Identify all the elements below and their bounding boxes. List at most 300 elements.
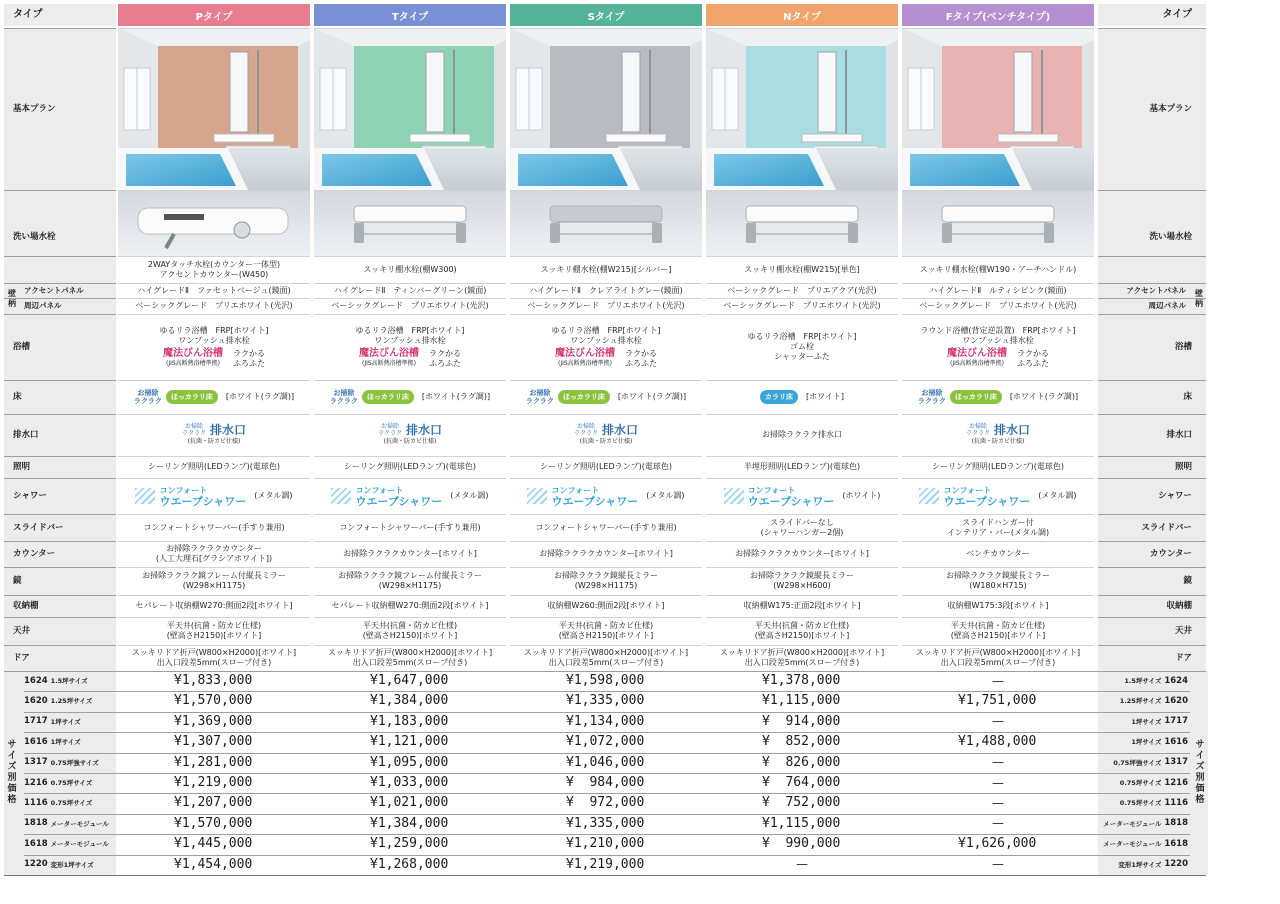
price-cell: ¥1,626,000: [958, 836, 1037, 852]
price-cell: ¥1,598,000: [566, 673, 645, 688]
faucet-photo: [118, 190, 310, 256]
lighting-spec: シーリング照明(LEDランプ)(電球色): [540, 462, 672, 471]
grid-line: [1098, 28, 1206, 29]
size-code: 1317: [24, 757, 48, 768]
price-cell: ¥1,115,000: [762, 815, 841, 831]
bathtub-spec: ラウンド浴槽(背定逆設置) FRP[ホワイト] ワンプッシュ排水栓: [920, 325, 1076, 345]
price-cell: —: [992, 714, 1004, 729]
grid-line: [1098, 514, 1206, 515]
grid-line: [902, 298, 1094, 299]
price-cell: ¥1,307,000: [174, 734, 253, 750]
column-header: Tタイプ: [314, 4, 506, 26]
price-cell: ¥1,134,000: [566, 713, 645, 729]
mirror-spec: お掃除ラクラク鏡縦長ミラー (W298×H1175): [554, 571, 658, 590]
drain-sub: (抗菌・防カビ仕様): [383, 438, 437, 445]
price-cell: ¥ 990,000: [762, 836, 841, 852]
size-code: 1818: [24, 818, 48, 829]
floor-badge: ほっカラリ床: [362, 390, 414, 404]
counter-spec: お掃除ラクラクカウンター[ホワイト]: [539, 549, 673, 558]
grid-line: [24, 753, 1190, 754]
size-code: 1618: [1164, 838, 1188, 849]
mahou-bathtub-logo: 魔法びん浴槽: [947, 347, 1007, 359]
size-label-left: [24, 712, 114, 731]
grid-line: [314, 541, 506, 542]
grid-line: [4, 478, 116, 479]
price-cell: ¥1,751,000: [958, 693, 1037, 709]
shower-wave-icon: [331, 488, 351, 504]
shower-cell: [510, 478, 702, 514]
floor-badge: ほっカラリ床: [950, 390, 1002, 404]
size-code: 1220: [1164, 859, 1188, 870]
price-cell: —: [992, 857, 1004, 872]
counter-spec: お掃除ラクラクカウンター (人工大理石[グラシアホワイト]): [155, 544, 273, 563]
faucet-spec: 2WAYタッチ水栓(カウンター一体型) アクセントカウンター(W450): [147, 259, 281, 279]
bathroom-photo: [902, 28, 1094, 190]
price-cell: —: [992, 755, 1004, 770]
size-desc: メーターモジュール: [1103, 840, 1162, 849]
shower-logo-top: コンフォート: [159, 486, 208, 495]
size-label-left: [24, 691, 114, 710]
bathtub-spec: ゆるリラ浴槽 FRP[ホワイト] ワンプッシュ排水栓: [551, 325, 661, 345]
grid-line: [706, 380, 898, 381]
size-code: 1317: [1164, 757, 1188, 768]
grid-line: [706, 256, 898, 257]
size-code: 1220: [24, 859, 48, 870]
grid-line: [510, 190, 702, 191]
shower-finish: (メタル調): [646, 491, 685, 500]
drain-logo: 排水口: [602, 423, 639, 437]
size-code: 1616: [1164, 736, 1188, 747]
size-desc: 1.25坪サイズ: [50, 697, 93, 706]
floor-badge: ほっカラリ床: [558, 390, 610, 404]
floor-logo: お掃除 ラクラク: [525, 389, 554, 405]
grid-line: [510, 28, 702, 29]
price-group-label: サ イ ズ 別 価 格: [1195, 740, 1205, 805]
grid-line: [4, 190, 116, 191]
grid-line: [118, 190, 310, 191]
price-group-label: サ イ ズ 別 価 格: [7, 740, 17, 805]
row-label-plan: 基本プラン: [4, 28, 116, 190]
row-label-faucet: 洗い場水栓: [4, 190, 116, 283]
shower-logo-top: コンフォート: [943, 486, 992, 495]
door-spec: スッキリドア折戸(W800×H2000)[ホワイト] 出入口段差5mm(スロープ付き): [915, 648, 1081, 667]
shower-wave-icon: [919, 488, 939, 504]
price-cell: —: [992, 673, 1004, 688]
grid-line: [510, 380, 702, 381]
bathtub-cell: [510, 314, 702, 380]
price-cell: —: [992, 795, 1004, 810]
shower-wave-icon: [527, 488, 547, 504]
grid-line: [118, 645, 310, 646]
shower-cell: [118, 478, 310, 514]
floor-cell: [510, 380, 702, 414]
row-label-slidebar: スライドバー: [4, 514, 116, 541]
drain-spec: お掃除ラクラク排水口: [762, 430, 842, 439]
grid-line: [314, 256, 506, 257]
shelf-spec: セパレート収納棚W270:側面2段[ホワイト]: [135, 601, 293, 610]
grid-line: [902, 456, 1094, 457]
size-label-left: [24, 671, 114, 690]
size-desc: 変形1坪サイズ: [50, 860, 94, 869]
size-label-right: [1098, 793, 1188, 812]
price-cell: ¥1,259,000: [370, 836, 449, 852]
size-code: 1624: [1164, 675, 1188, 686]
grid-line: [706, 414, 898, 415]
price-cell: ¥1,570,000: [174, 815, 253, 831]
bathtub-logos: [555, 349, 657, 369]
price-cell: ¥ 972,000: [566, 795, 645, 811]
size-label-left: [24, 814, 114, 833]
grid-line: [24, 855, 1190, 856]
grid-line: [4, 456, 116, 457]
row-label-mirror: 鏡: [1098, 567, 1206, 595]
faucet-photo: [902, 190, 1094, 256]
grid-line: [902, 478, 1094, 479]
grid-line: [510, 541, 702, 542]
grid-line: [118, 567, 310, 568]
grid-line: [902, 414, 1094, 415]
size-code: 1624: [24, 675, 48, 686]
size-label-left: [24, 773, 114, 792]
size-code: 1116: [1164, 797, 1188, 808]
grid-line: [706, 514, 898, 515]
row-label-drain: 排水口: [1098, 414, 1206, 456]
shower-logo-top: コンフォート: [355, 486, 404, 495]
price-cell: ¥1,384,000: [370, 693, 449, 709]
grid-line: [314, 283, 506, 284]
lighting-spec: 半埋形照明(LEDランプ)(電球色): [743, 462, 861, 471]
grid-line: [510, 617, 702, 618]
accent-panel-spec: ベーシックグレード プリエアクア(光沢): [727, 285, 877, 295]
mahou-bathtub-sub: (JIS高断熱浴槽準拠): [557, 359, 613, 367]
drain-logo-small: お掃除 ラクラク: [573, 423, 598, 437]
price-cell: ¥1,219,000: [174, 775, 253, 790]
shower-finish: (ホワイト): [842, 491, 881, 500]
shower-cell: [314, 478, 506, 514]
column-header: Nタイプ: [706, 4, 898, 26]
size-label-left: [24, 834, 114, 853]
side-panel-spec: ベーシックグレード プリエホワイト(光沢): [919, 301, 1077, 310]
slidebar-spec: スライドバーなし (シャワーハンガー2個): [760, 517, 844, 537]
price-cell: ¥1,219,000: [566, 856, 645, 872]
mahou-logo: [359, 349, 419, 369]
price-cell: ¥1,095,000: [370, 754, 449, 770]
size-code: 1818: [1164, 818, 1188, 829]
bathroom-photo: [706, 28, 898, 190]
shower-logo: [551, 485, 638, 507]
size-desc: 1.5坪サイズ: [50, 677, 88, 685]
grid-line: [902, 190, 1094, 191]
grid-line: [24, 712, 1190, 713]
slidebar-spec: コンフォートシャワーバー(手すり兼用): [535, 522, 677, 532]
grid-line: [24, 671, 1190, 672]
side-panel-spec: ベーシックグレード プリエホワイト(光沢): [723, 301, 881, 310]
price-cell: ¥1,268,000: [370, 856, 449, 872]
price-cell: ¥1,570,000: [174, 693, 253, 709]
lid-label: ラクかる ふろふた: [1017, 348, 1049, 368]
floor-cell: [314, 380, 506, 414]
drain-logo: 排水口: [210, 423, 247, 437]
grid-line: [4, 595, 116, 596]
grid-line: [314, 414, 506, 415]
grid-line: [510, 567, 702, 568]
ceiling-spec: 平天井(抗菌・防カビ仕様) (壁高さH2150)[ホワイト]: [754, 621, 850, 640]
price-cell: —: [992, 816, 1004, 831]
grid-line: [118, 478, 310, 479]
grid-line: [1098, 478, 1206, 479]
grid-line: [706, 298, 898, 299]
ceiling-spec: 平天井(抗菌・防カビ仕様) (壁高さH2150)[ホワイト]: [166, 621, 262, 640]
floor-badge: カラリ床: [760, 390, 798, 404]
price-cell: ¥1,033,000: [370, 775, 449, 790]
column-header: Sタイプ: [510, 4, 702, 26]
bathtub-spec: ゆるリラ浴槽 FRP[ホワイト] ゴム栓 シャッターふた: [747, 332, 857, 361]
grid-line: [4, 617, 116, 618]
shower-logo-main: ウエーブシャワー: [943, 495, 1031, 508]
grid-line: [902, 595, 1094, 596]
lighting-spec: シーリング照明(LEDランプ)(電球色): [148, 462, 280, 471]
grid-line: [1098, 456, 1206, 457]
ceiling-spec: 平天井(抗菌・防カビ仕様) (壁高さH2150)[ホワイト]: [362, 621, 458, 640]
bathtub-cell: [902, 314, 1094, 380]
row-label-drain: 排水口: [4, 414, 116, 456]
grid-line: [4, 256, 116, 257]
grid-line: [4, 28, 116, 29]
shower-finish: (メタル調): [1038, 491, 1077, 500]
drain-logos: [378, 423, 442, 437]
grid-line: [706, 645, 898, 646]
grid-line: [510, 283, 702, 284]
price-cell: ¥1,207,000: [174, 795, 253, 811]
size-code: 1116: [24, 797, 48, 808]
lighting-spec: シーリング照明(LEDランプ)(電球色): [344, 462, 476, 471]
slidebar-spec: スライドハンガー付 インテリア・バー(メタル調): [946, 517, 1050, 537]
shower-logo: [159, 485, 246, 507]
grid-line: [4, 298, 116, 299]
mahou-logo: [555, 349, 615, 369]
price-cell: ¥ 914,000: [762, 713, 841, 729]
grid-line: [118, 456, 310, 457]
grid-line: [510, 456, 702, 457]
grid-line: [1098, 298, 1206, 299]
wall-group-label: 壁 柄: [1195, 288, 1203, 308]
shelf-spec: 収納棚W260:側面2段[ホワイト]: [547, 601, 665, 610]
size-label-right: [1098, 753, 1188, 772]
grid-line: [314, 478, 506, 479]
price-cell: ¥1,369,000: [174, 713, 253, 729]
grid-line: [510, 645, 702, 646]
floor-color: [ホワイト(ラグ調)]: [1009, 392, 1079, 401]
floor-badge: ほっカラリ床: [166, 390, 218, 404]
grid-line: [118, 380, 310, 381]
grid-line: [706, 595, 898, 596]
shower-logo-main: ウエーブシャワー: [551, 495, 639, 508]
size-code: 1618: [24, 838, 48, 849]
floor-color: [ホワイト]: [805, 392, 844, 401]
price-cell: ¥1,021,000: [370, 795, 449, 811]
floor-logo: お掃除 ラクラク: [329, 389, 358, 405]
faucet-photo: [314, 190, 506, 256]
size-desc: 1.5坪サイズ: [1124, 677, 1162, 685]
floor-logo: お掃除 ラクラク: [133, 389, 162, 405]
price-cell: ¥1,335,000: [566, 815, 645, 831]
drain-sub: (抗菌・防カビ仕様): [971, 438, 1025, 445]
shower-logo-top: コンフォート: [747, 486, 796, 495]
size-code: 1216: [24, 777, 48, 788]
bathtub-spec: ゆるリラ浴槽 FRP[ホワイト] ワンプッシュ排水栓: [159, 325, 269, 345]
grid-line: [4, 414, 116, 415]
slidebar-spec: コンフォートシャワーバー(手すり兼用): [339, 522, 481, 532]
header-label-right: タイプ: [1098, 4, 1206, 26]
drain-sub: (抗菌・防カビ仕様): [187, 438, 241, 445]
drain-sub: (抗菌・防カビ仕様): [579, 438, 633, 445]
accent-panel-label: アクセントパネル: [24, 285, 84, 295]
grid-line: [1098, 283, 1206, 284]
mahou-logo: [163, 349, 223, 369]
grid-line: [314, 617, 506, 618]
grid-line: [314, 314, 506, 315]
size-code: 1620: [1164, 695, 1188, 706]
floor-color: [ホワイト(ラグ調)]: [421, 392, 491, 401]
grid-line: [510, 514, 702, 515]
grid-line: [24, 691, 1190, 692]
drain-cell: [510, 414, 702, 456]
side-panel-spec: ベーシックグレード プリエホワイト(光沢): [135, 301, 293, 310]
price-cell: ¥1,833,000: [174, 673, 253, 688]
price-cell: ¥ 826,000: [762, 754, 841, 770]
faucet-spec: スッキリ棚水栓(棚W300): [363, 264, 457, 274]
price-cell: ¥ 984,000: [566, 775, 645, 790]
row-label-ceiling: 天井: [1098, 617, 1206, 645]
shower-logo-top: コンフォート: [551, 486, 600, 495]
shower-cell: [902, 478, 1094, 514]
price-cell: ¥1,378,000: [762, 673, 841, 688]
counter-spec: お掃除ラクラクカウンター[ホワイト]: [343, 549, 477, 558]
shelf-spec: 収納棚W175:3段[ホワイト]: [947, 601, 1049, 610]
grid-line: [706, 314, 898, 315]
ceiling-spec: 平天井(抗菌・防カビ仕様) (壁高さH2150)[ホワイト]: [558, 621, 654, 640]
size-desc: メーターモジュール: [1103, 819, 1162, 828]
grid-line: [1098, 380, 1206, 381]
lid-label: ラクかる ふろふた: [429, 348, 461, 368]
accent-panel-spec: ハイグレードⅡ ルティシピンク(鏡面): [929, 285, 1067, 295]
grid-line: [1098, 256, 1206, 257]
shower-cell: [706, 478, 898, 514]
grid-line: [706, 617, 898, 618]
grid-line: [314, 514, 506, 515]
drain-logo-small: お掃除 ラクラク: [181, 423, 206, 437]
mahou-bathtub-logo: 魔法びん浴槽: [359, 347, 419, 359]
column-header: Fタイプ(ベンチタイプ): [902, 4, 1094, 26]
size-desc: 0.75坪サイズ: [50, 779, 93, 787]
row-label-floor: 床: [1098, 380, 1206, 414]
size-desc: 1.25坪サイズ: [1119, 697, 1162, 706]
grid-line: [314, 190, 506, 191]
price-cell: ¥ 852,000: [762, 734, 841, 750]
faucet-spec: スッキリ棚水栓(棚W215)[単色]: [744, 264, 860, 274]
floor-cell: [706, 380, 898, 414]
grid-line: [1098, 595, 1206, 596]
row-label-shower: シャワー: [4, 478, 116, 514]
mahou-bathtub-logo: 魔法びん浴槽: [555, 347, 615, 359]
drain-logos: [574, 423, 638, 437]
faucet-photo: [510, 190, 702, 256]
row-label-faucet: 洗い場水栓: [1098, 190, 1206, 283]
ceiling-spec: 平天井(抗菌・防カビ仕様) (壁高さH2150)[ホワイト]: [950, 621, 1046, 640]
row-label-lighting: 照明: [1098, 456, 1206, 478]
size-code: 1616: [24, 736, 48, 747]
grid-line: [4, 314, 116, 315]
size-desc: 1坪サイズ: [1131, 717, 1162, 726]
drain-logo-small: お掃除 ラクラク: [965, 423, 990, 437]
grid-line: [118, 256, 310, 257]
grid-line: [314, 567, 506, 568]
grid-line: [902, 567, 1094, 568]
size-desc: 1坪サイズ: [50, 717, 81, 726]
grid-line: [902, 314, 1094, 315]
size-label-right: [1098, 834, 1188, 853]
bathtub-logos: [163, 349, 265, 369]
accent-panel-spec: ハイグレードⅡ クレアライトグレー(鏡面): [529, 285, 683, 295]
grid-line: [4, 541, 116, 542]
grid-line: [118, 414, 310, 415]
row-label-mirror: 鏡: [4, 567, 116, 595]
bathtub-cell: [118, 314, 310, 380]
size-label-left: [24, 855, 114, 874]
size-label-right: [1098, 773, 1188, 792]
grid-line: [510, 298, 702, 299]
floor-color: [ホワイト(ラグ調)]: [617, 392, 687, 401]
price-cell: ¥ 752,000: [762, 795, 841, 811]
shower-finish: (メタル調): [254, 491, 293, 500]
floor-color: [ホワイト(ラグ調)]: [225, 392, 295, 401]
grid-line: [902, 256, 1094, 257]
grid-line: [902, 380, 1094, 381]
side-panel-spec: ベーシックグレード プリエホワイト(光沢): [527, 301, 685, 310]
accent-panel-spec: ハイグレードⅡ ティンバーグリーン(鏡面): [333, 285, 487, 295]
grid-line: [24, 814, 1190, 815]
grid-line: [706, 28, 898, 29]
size-desc: 変形1坪サイズ: [1118, 860, 1162, 869]
price-cell: ¥1,115,000: [762, 693, 841, 709]
size-label-left: [24, 793, 114, 812]
bathtub-logos: [359, 349, 461, 369]
grid-line: [4, 875, 1206, 876]
grid-line: [314, 595, 506, 596]
grid-line: [1098, 190, 1206, 191]
grid-line: [1098, 567, 1206, 568]
size-code: 1717: [1164, 716, 1188, 727]
price-cell: ¥1,445,000: [174, 836, 253, 852]
row-label-shelf: 収納棚: [4, 595, 116, 617]
grid-line: [118, 283, 310, 284]
column-header: Pタイプ: [118, 4, 310, 26]
grid-line: [902, 514, 1094, 515]
row-label-lighting: 照明: [4, 456, 116, 478]
grid-line: [706, 541, 898, 542]
size-label-left: [24, 732, 114, 751]
grid-line: [118, 314, 310, 315]
size-desc: 0.75坪サイズ: [50, 799, 93, 808]
door-spec: スッキリドア折戸(W800×H2000)[ホワイト] 出入口段差5mm(スロープ付き): [131, 648, 297, 667]
row-label-counter: カウンター: [1098, 541, 1206, 567]
bathtub-spec: ゆるリラ浴槽 FRP[ホワイト] ワンプッシュ排水栓: [355, 325, 465, 345]
grid-line: [902, 283, 1094, 284]
door-spec: スッキリドア折戸(W800×H2000)[ホワイト] 出入口段差5mm(スロープ付き): [523, 648, 689, 667]
shower-logo-main: ウエーブシャワー: [355, 495, 443, 508]
price-cell: ¥ 764,000: [762, 775, 841, 790]
drain-cell: [902, 414, 1094, 456]
